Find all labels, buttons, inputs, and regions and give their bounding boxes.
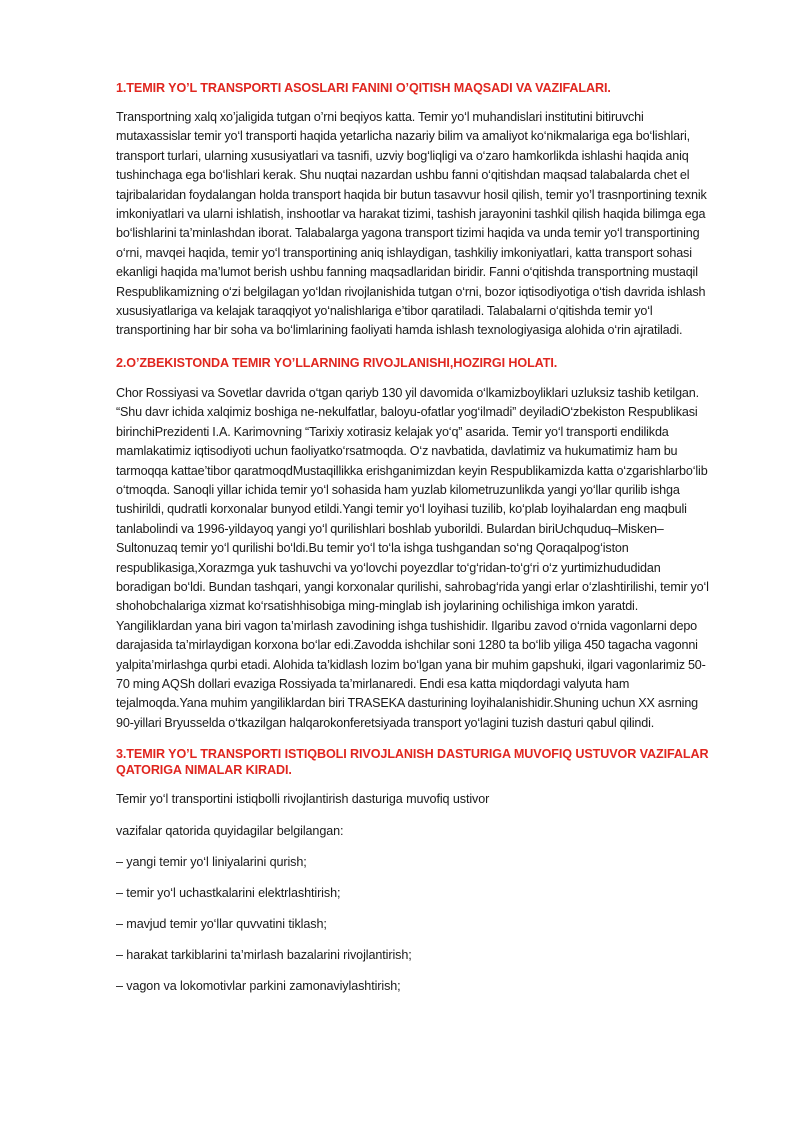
section-3-title: 3.TEMIR YO’L TRANSPORTI ISTIQBOLI RIVOJLANISH DASTURIGA MUVOFIQ USTUVOR VAZIFALAR QATORIGA NIMALAR KIRADI. xyxy=(116,747,709,778)
section-3-intro-line-1: Temir yo‘l transportini istiqbolli rivojlantirish dasturiga muvofiq ustivor xyxy=(116,792,490,807)
list-item: – harakat tarkiblarini ta’mirlash bazalarini rivojlantirish; xyxy=(116,948,412,963)
list-item: – mavjud temir yo‘llar quvvatini tiklash; xyxy=(116,917,327,932)
list-item: – temir yo‘l uchastkalarini elektrlashtirish; xyxy=(116,886,341,901)
priority-tasks-list xyxy=(116,853,714,997)
section-3-intro-line-2: vazifalar qatorida quyidagilar belgilangan: xyxy=(116,823,344,838)
section-1-title: 1.TEMIR YO’L TRANSPORTI ASOSLARI FANINI O’QITISH MAQSADI VA VAZIFALARI. xyxy=(116,81,611,95)
list-item: – yangi temir yo‘l liniyalarini qurish; xyxy=(116,855,307,869)
list-item: – vagon va lokomotivlar parkini zamonaviylashtirish; xyxy=(116,979,401,994)
section-2-title: 2.O’ZBEKISTONDA TEMIR YO’LLARNING RIVOJLANISHI,HOZIRGI HOLATI. xyxy=(116,355,558,370)
section-1-body: Transportning xalq xo’jaligida tutgan o’rni beqiyos katta. Temir yo‘l muhandislari institutini bitiruvchi mutaxassislar temir yo‘l transporti haqida yetarlicha nazariy bilim va amaliyot ko‘nikmalariga ega bo‘lishlari, transport turlari, ularning xususiyatlari va tasnifi, uzviy bog‘liqligi va o‘zaro hamkorlikda ishlashi haqida aniq tushinchaga ega bo‘lishlari kerak. Shu nuqtai nazardan ushbu fanni o‘qitishdan maqsad talabalarda chet el tajribalaridan foydalangan holda transport haqida bir butun tasavvur hosil qilish, temir yo’l trasnportining texnik imkoniyatlari va ularni ishlatish, inshootlar va harakat tizimi, tashish jarayonini tashkil qilish haqida bilimga ega bo‘lishlarini ta’minlashdan iborat. Talabalarga yagona transport tizimi haqida va unda temir yo‘l transportining o‘rni, mavqei haqida, temir yo‘l transportining aniq ishlaydigan, tashkiliy imkoniyatlari, katta transport sohasi ekanligi haqida ma’lumot berish ushbu fanning maqsadlaridan biridir. Fanni o‘qitishda transportning mustaqil Respublikamizning o‘zi belgilagan yo‘ldan rivojlanishida tutgan o‘rni, bozor iqtisodiyotiga o‘tish davrida ishlash xususiyatlariga va kelajak taraqqiyot yo‘nalishlariga e’tibor qaratiladi. Talabalarni o‘qitishda temir yo‘l transportining har bir soha va bo‘limlarining faoliyati hamda ishlash texnologiyasiga alohida o‘rin ajratiladi. xyxy=(116,110,707,338)
section-2-body: Chor Rossiyasi va Sovetlar davrida o‘tgan qariyb 130 yil davomida o‘lkamizboyliklari uzluksiz tashib ketilgan. “Shu davr ichida xalqimiz boshiga ne-nekulfatlar, baloyu-ofatlar yog‘ilmadi” deyiladiO‘zbekiston Respublikasi birinchiPrezidenti I.A. Karimovning “Tarixiy xotirasiz kelajak yo‘q” asarida. Temir yo‘l transporti endilikda mamlakatimiz iqtisodiyoti uchun faoliyatko‘rsatmoqda. O‘z navbatida, davlatimiz va hukumatimiz ham bu tarmoqqa kattae’tibor qaratmoqdMustaqillikka erishganimizdan keyin Respublikamizda katta o‘zgarishlarbo‘lib o‘tmoqda. Sanoqli yillar ichida temir yo‘l sohasida ham yuzlab kilometruzunlikda yangi yo‘llar qurilib ishga tushirildi, qudratli korxonalar bunyod etildi.Yangi temir yo‘l loyihasi tuzilib, ko‘plab loyihalardan eng maqbuli tanlabolindi va 1996-yildayoq yangi yo‘l qurilishlari boshlab yuborildi. Bulardan biriUchquduq–Misken–Sultonuzaq temir yo‘l qurilishi bo‘ldi.Bu temir yo‘l to‘la ishga tushgandan so‘ng Qoraqalpog‘iston respublikasiga,Xorazmga yuk tashuvchi va yo‘lovchi poyezdlar to‘g‘ridan-to‘g‘ri o‘z yurtimizhududidan boradigan bo‘ldi. Bundan tashqari, yangi korxonalar qurilishi, sahrobag‘rida yangi erlar o‘zlashtirilishi, temir yo‘l shohobchalariga xizmat ko‘rsatishhisobiga ming-minglab ish joylarining ochilishiga imkon yaratdi. Yangiliklardan yana biri vagon ta’mirlash zavodining ishga tushishidir. Ilgaribu zavod o‘rnida vagonlarni depo darajasida ta’mirlaydigan korxona bo‘lar edi.Zavodda ishchilar soni 1280 ta bo‘lib yiliga 450 tagacha vagonni yalpita’mirlashga qurbi etadi. Alohida ta’kidlash lozim bo‘lgan yana bir muhim gapshuki, ilgari vagonlarimiz 50-70 ming AQSh dollari evaziga Rossiyada ta’mirlanaredi. Endi esa katta miqdordagi valyuta ham tejalmoqda.Yana muhim yangiliklardan biri TRASEKA dasturining loyihalanishidir.Shuning uchun XX asrning 90-yillari Bryusselda o‘tkazilgan halqarokonferetsiyada transport yo‘lagini tuzish dasturi qabul qilindi. xyxy=(116,385,709,730)
